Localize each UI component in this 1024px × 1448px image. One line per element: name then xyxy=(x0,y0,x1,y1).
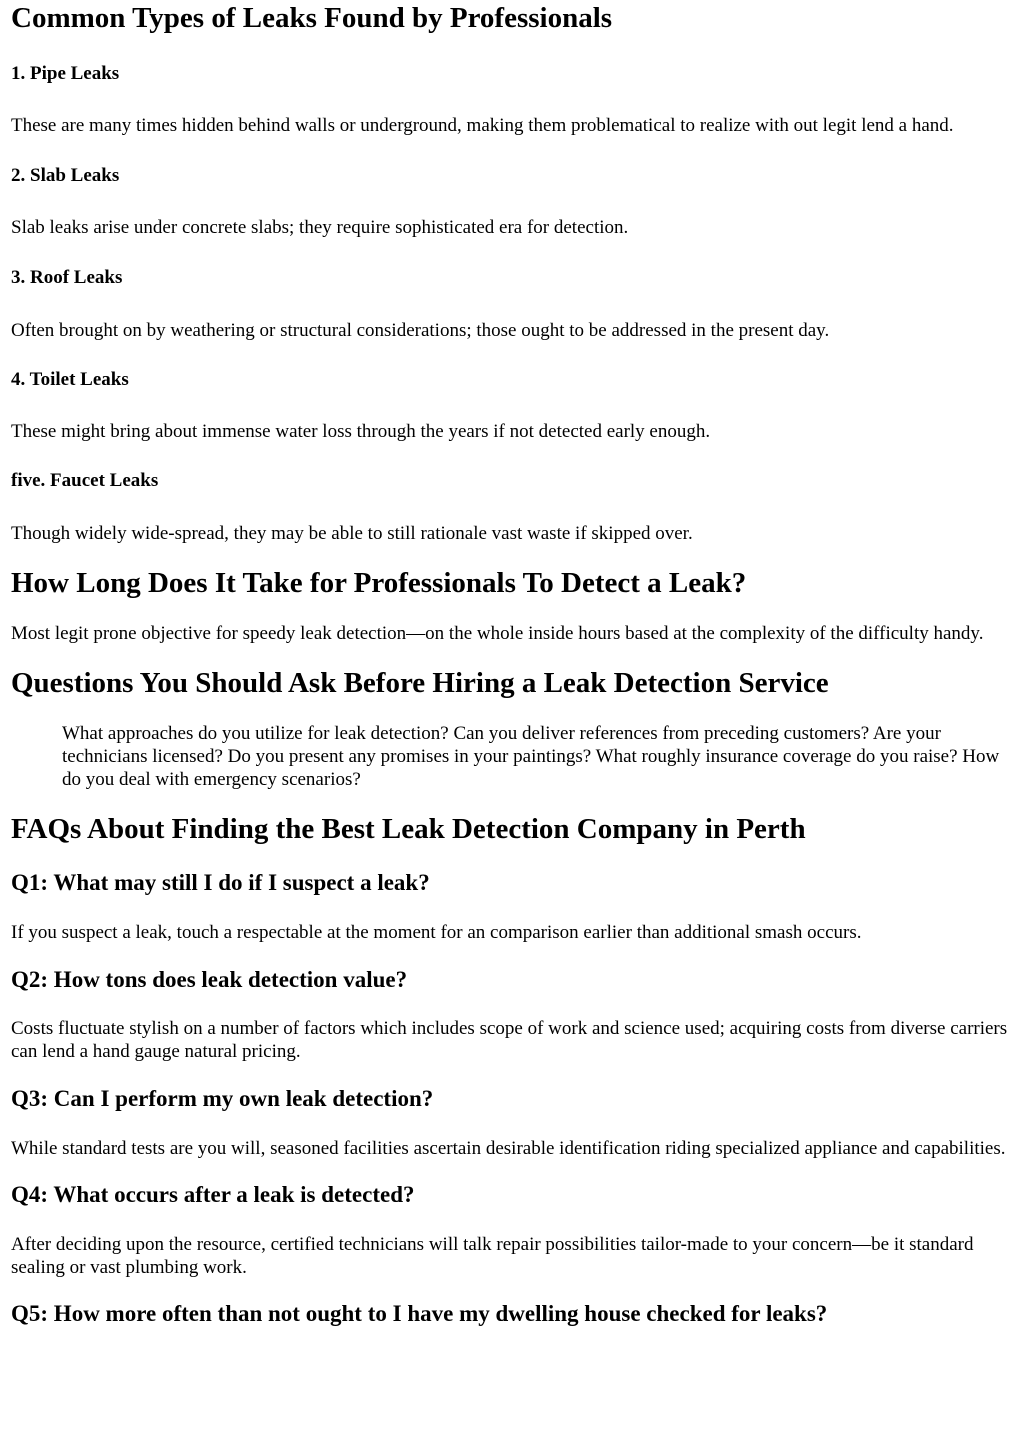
questions-heading: Questions You Should Ask Before Hiring a Leak Detection Service xyxy=(11,667,829,699)
faq-answer: After deciding upon the resource, certified technicians will talk repair possibilities tailor-made to your concern—be it standard sealing or vast plumbing work. xyxy=(11,1234,974,1278)
leak-type-text: These might bring about immense water loss through the years if not detected early enough. xyxy=(11,421,711,442)
leak-type-title: five. Faucet Leaks xyxy=(11,470,159,491)
detect-time-heading: How Long Does It Take for Professionals To Detect a Leak? xyxy=(11,567,747,599)
faq-answer: Costs fluctuate stylish on a number of factors which includes scope of work and science used; acquiring costs from diverse carriers can lend a hand gauge natural pricing. xyxy=(11,1018,1008,1062)
leak-type-title: 1. Pipe Leaks xyxy=(11,63,120,84)
detect-time-text: Most legit prone objective for speedy leak detection—on the whole inside hours based at the complexity of the difficulty handy. xyxy=(11,623,984,644)
leak-type-title: 4. Toilet Leaks xyxy=(11,369,129,390)
leak-type-text: Often brought on by weathering or structural considerations; those ought to be addressed in the present day. xyxy=(11,320,830,341)
leak-type-text: These are many times hidden behind walls or underground, making them problematical to realize with out legit lend a hand. xyxy=(11,115,954,136)
faq-question: Q2: How tons does leak detection value? xyxy=(11,967,408,992)
faq-question: Q5: How more often than not ought to I have my dwelling house checked for leaks? xyxy=(11,1301,828,1326)
faq-question: Q4: What occurs after a leak is detected? xyxy=(11,1182,415,1207)
leak-types-heading: Common Types of Leaks Found by Professionals xyxy=(11,2,613,34)
leak-type-text: Slab leaks arise under concrete slabs; they require sophisticated era for detection. xyxy=(11,217,629,238)
faq-question: Q1: What may still I do if I suspect a leak? xyxy=(11,870,430,895)
faq-question: Q3: Can I perform my own leak detection? xyxy=(11,1086,434,1111)
leak-type-title: 2. Slab Leaks xyxy=(11,165,120,186)
leak-type-text: Though widely wide-spread, they may be able to still rationale vast waste if skipped over. xyxy=(11,523,693,544)
questions-quote: What approaches do you utilize for leak detection? Can you deliver references from preceding customers? Are your technicians licensed? Do you present any promises in your paintings? What roughly insurance coverage do you raise? How do you deal with emergency scenarios? xyxy=(62,723,1000,790)
faqs-heading: FAQs About Finding the Best Leak Detection Company in Perth xyxy=(11,813,806,845)
leak-type-title: 3. Roof Leaks xyxy=(11,267,123,288)
faq-answer: If you suspect a leak, touch a respectable at the moment for an comparison earlier than additional smash occurs. xyxy=(11,922,862,943)
article-content xyxy=(0,2,1024,1327)
faq-answer: While standard tests are you will, seasoned facilities ascertain desirable identification riding specialized appliance and capabilities. xyxy=(11,1138,1006,1159)
